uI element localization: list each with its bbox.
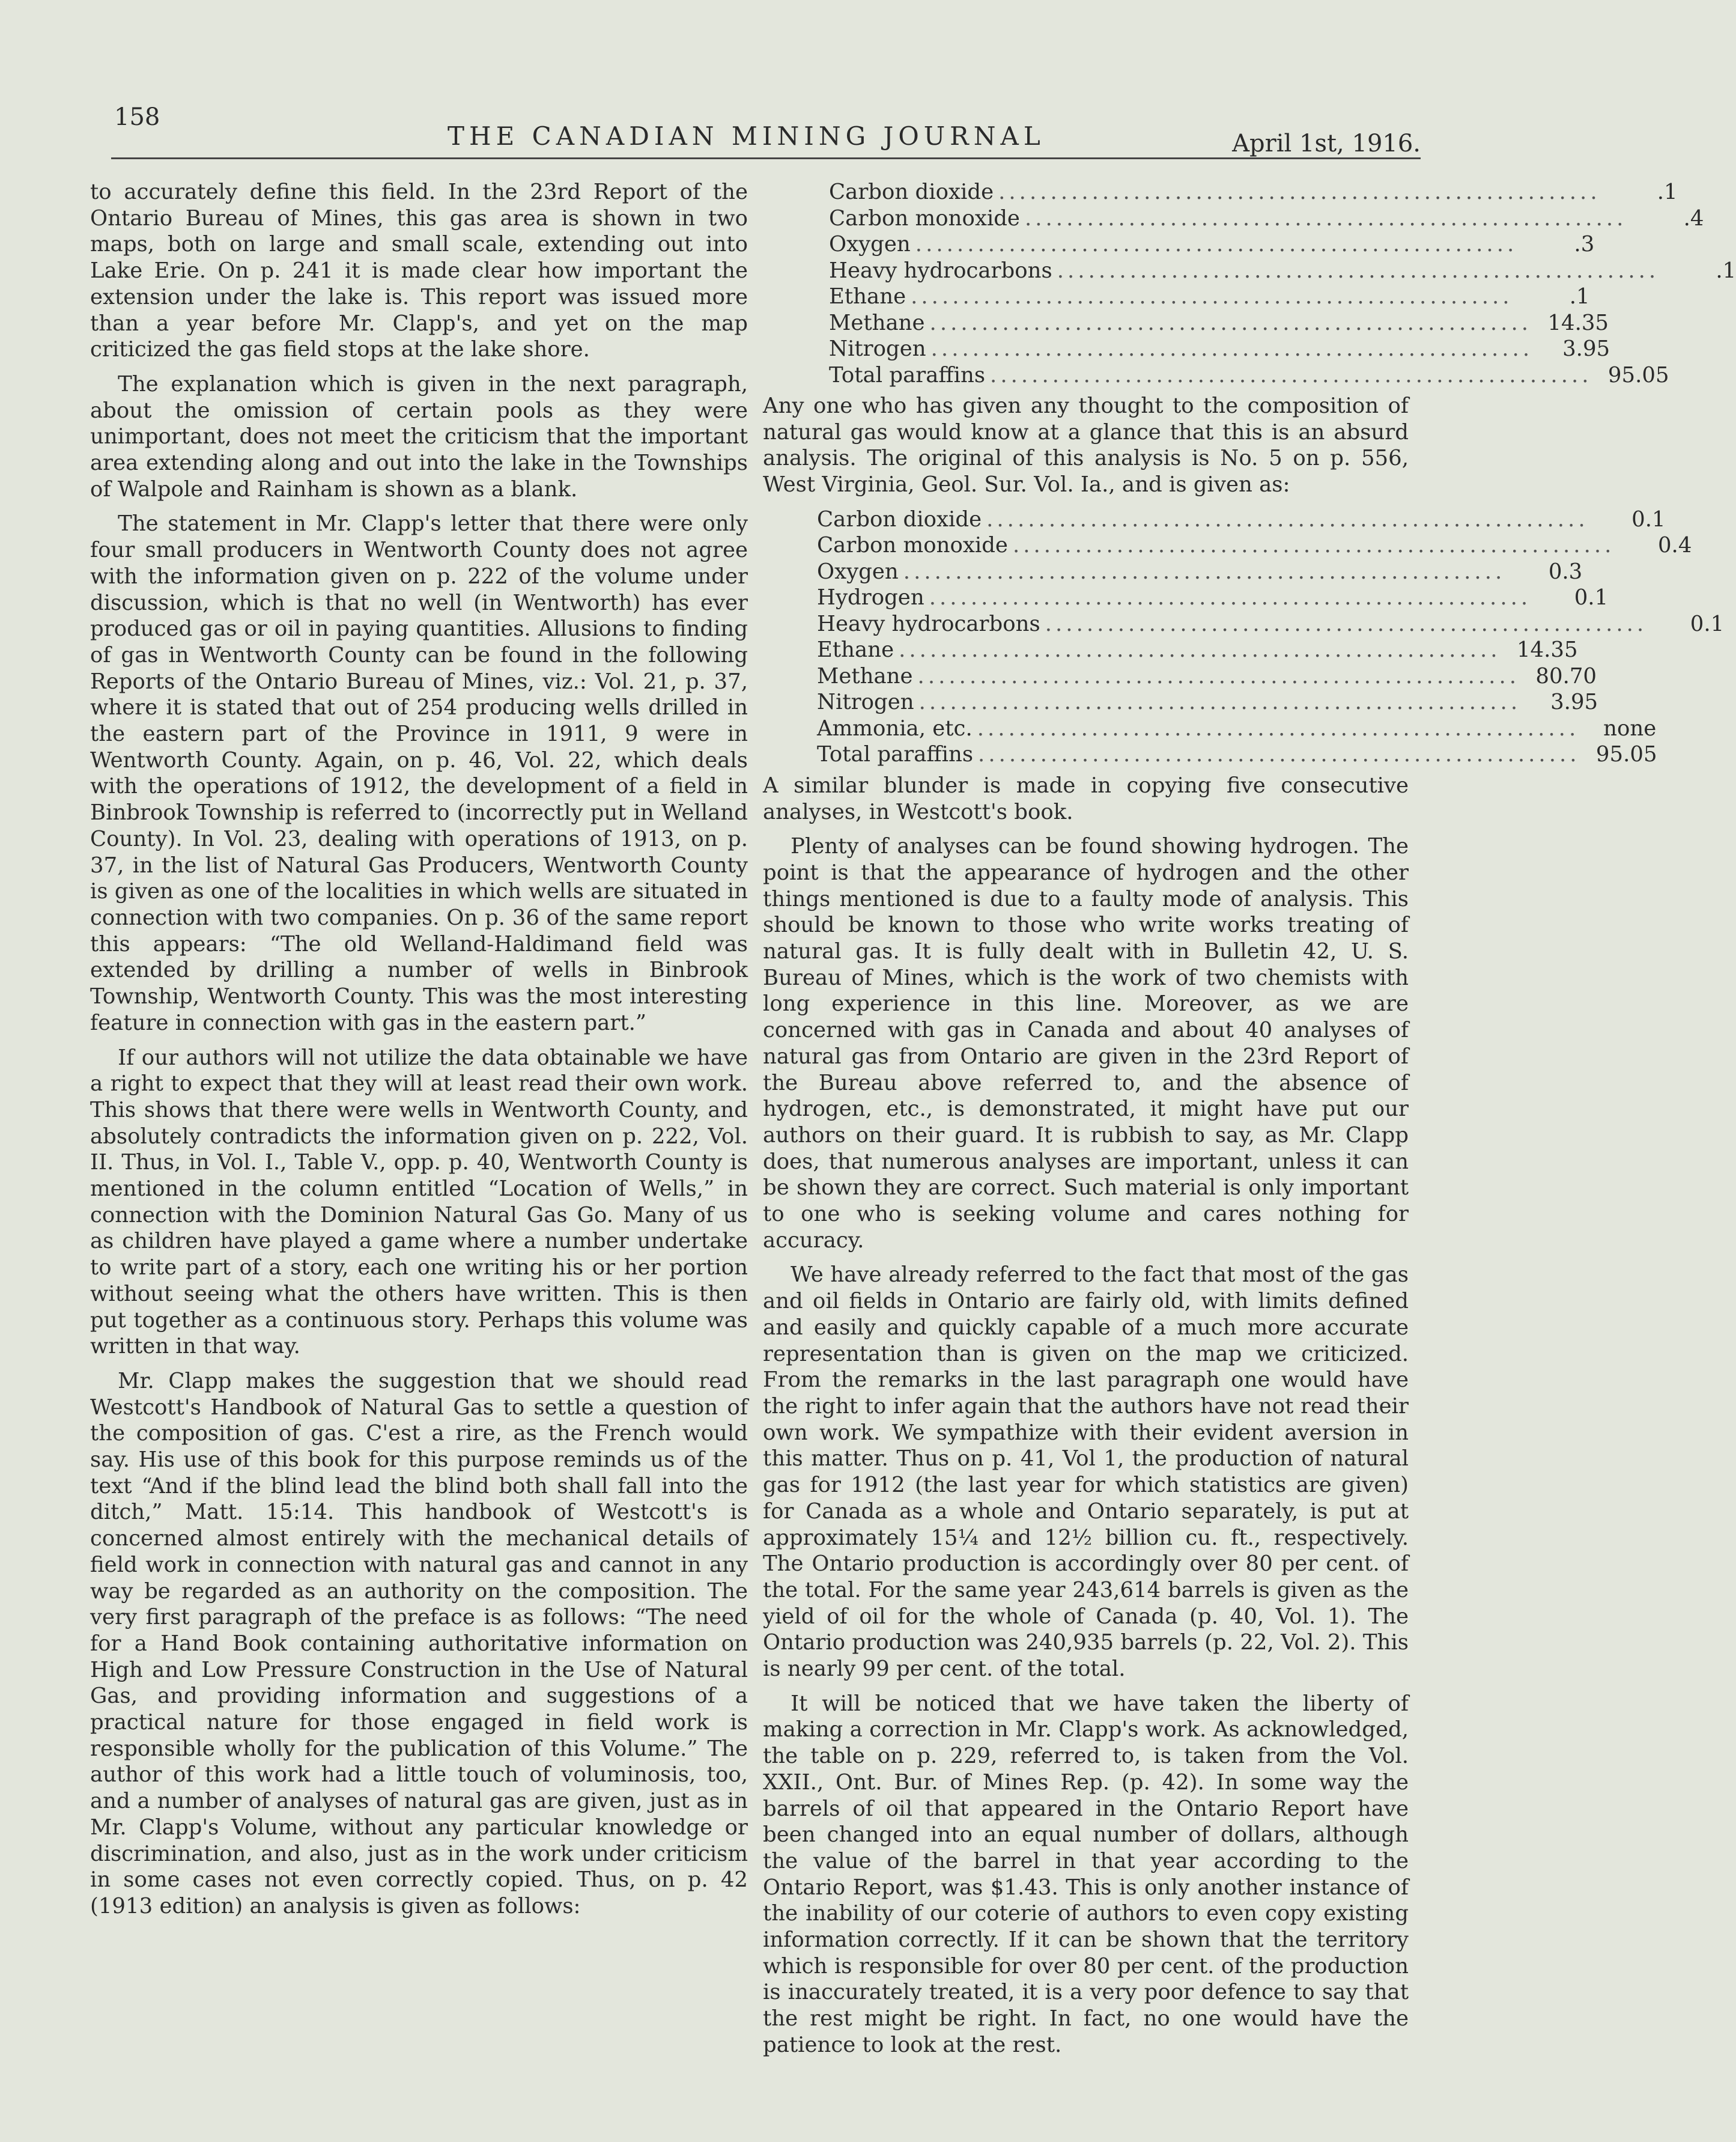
- table-row: Methane .......................................................... 80.70: [817, 663, 1597, 689]
- paragraph: Mr. Clapp makes the suggestion that we should read Westcott's Handbook of Natural Gas to settle a question of the composition of gas. C'est a rire, as the French would say. His use of this book for this purpose reminds us of the text “And if the blind lead the blind both shall fall into the ditch,” Matt. 15:14. This handbook of Westcott's is concerned almost entirely with the mechanical details of field work in connection with natural gas and cannot in any way be regarded as an authority on the composition. The very first paragraph of the preface is as follows: “The need for a Hand Book containing authoritative information on High and Low Pressure Construction in the Use of Natural Gas, and providing information and suggestions of a practical nature for those engaged in field work is responsible wholly for the publication of this Volume.” The author of this work had a little touch of voluminosis, too, and a number of analyses of natural gas are given, just as in Mr. Clapp's Volume, without any particular knowledge or discrimination, and also, just as in the work under criticism in some cases not even correctly copied. Thus, on p. 42 (1913 edition) an analysis is given as follows:: [90, 1368, 748, 1918]
- paragraph: Any one who has given any thought to the composition of natural gas would know at a glance that this is an absurd analysis. The original of this analysis is No. 5 on p. 556, West Virginia, Geol. Sur. Vol. Ia., and is given as:: [763, 394, 1409, 497]
- paragraph: The explanation which is given in the next paragraph, about the omission of certain pools as they were unimportant, does not meet the criticism that the important area extending along and out into the lake in the Townships of Walpole and Rainham is shown as a blank.: [90, 371, 748, 502]
- table-row: Methane .......................................................... 14.35: [829, 310, 1609, 335]
- table-row: Carbon dioxide .......................................................... 0.1: [817, 507, 1666, 532]
- table-row: Carbon monoxide .......................................................... 0.4: [817, 533, 1692, 558]
- table-row: Oxygen .......................................................... 0.3: [817, 559, 1583, 584]
- right-column: [763, 179, 1736, 2067]
- paragraph: If our authors will not utilize the data obtainable we have a right to expect that they will at least read their own work. This shows that there were wells in Wentworth County, and absolutely contradicts the information given on p. 222, Vol. II. Thus, in Vol. I., Table V., opp. p. 40, Wentworth County is mentioned in the column entitled “Location of Wells,” in connection with the Dominion Natural Gas Go. Many of us as children have played a game where a number undertake to write part of a story, each one writing his or her portion without seeing what the others have written. This is then put together as a continuous story. Perhaps this volume was written in that way.: [90, 1045, 748, 1359]
- table-row: Total paraffins .......................................................... 95.05: [817, 742, 1657, 767]
- table-row: Carbon dioxide .......................................................... .1: [829, 180, 1678, 204]
- analysis-table-westcott: [763, 179, 1736, 388]
- table-row: Carbon monoxide .......................................................... .4: [829, 205, 1704, 231]
- paragraph: It will be noticed that we have taken the liberty of making a correction in Mr. Clapp's work. As acknowledged, the table on p. 229, referred to, is taken from the Vol. XXII., Ont. Bur. of Mines Rep. (p. 42). In some way the barrels of oil that appeared in the Ontario Report have been changed into an equal number of dollars, although the value of the barrel in that year according to the Ontario Report, was $1.43. This is only another instance of the inability of our coterie of authors to even copy existing information correctly. If it can be shown that the territory which is responsible for over 80 per cent. of the production is inaccurately treated, it is a very poor defence to say that the rest might be right. In fact, no one would have the patience to look at the rest.: [763, 1691, 1409, 2057]
- paragraph: We have already referred to the fact that most of the gas and oil fields in Ontario are fairly old, with limits defined and easily and quickly capable of a much more accurate representation than is given on the map we criticized. From the remarks in the last paragraph one would have the right to infer again that the authors have not read their own work. We sympathize with their evident aversion in this matter. Thus on p. 41, Vol 1, the production of natural gas for 1912 (the last year for which statistics are given) for Canada as a whole and Ontario separately, is put at approximately 15¼ and 12½ billion cu. ft., respectively. The Ontario production is accordingly over 80 per cent. of the total. For the same year 243,614 barrels is given as the yield of oil for the whole of Canada (p. 40, Vol. 1). The Ontario production was 240,935 barrels (p. 22, Vol. 2). This is nearly 99 per cent. of the total.: [763, 1262, 1409, 1682]
- page-header: [111, 103, 1421, 163]
- table-row: Total paraffins .......................................................... 95.05: [829, 362, 1669, 388]
- table-row: Nitrogen .......................................................... 3.95: [829, 336, 1610, 361]
- journal-title: THE CANADIAN MINING JOURNAL: [448, 121, 1045, 151]
- paragraph: Plenty of analyses can be found showing hydrogen. The point is that the appearance of hydrogen and the other things mentioned is due to a faulty mode of analysis. This should be known to those who write works treating of natural gas. It is fully dealt with in Bulletin 42, U. S. Bureau of Mines, which is the work of two chemists with long experience in this line. Moreover, as we are concerned with gas in Canada and about 40 analyses of natural gas from Ontario are given in the 23rd Report of the Bureau above referred to, and the absence of hydrogen, etc., is demonstrated, it might have put our authors on their guard. It is rubbish to say, as Mr. Clapp does, that numerous analyses are important, unless it can be shown they are correct. Such material is only important to one who is seeking volume and cares nothing for accuracy.: [763, 834, 1409, 1253]
- table-row: Heavy hydrocarbons .......................................................... 0.1: [817, 611, 1725, 636]
- analysis-table-original: [763, 507, 1725, 768]
- paragraph: to accurately define this field. In the 23rd Report of the Ontario Bureau of Mines, this gas area is shown in two maps, both on large and small scale, extending out into Lake Erie. On p. 241 it is made clear how important the extension under the lake is. This report was issued more than a year before Mr. Clapp's, and yet on the map criticized the gas field stops at the lake shore.: [90, 180, 748, 362]
- paragraph: The statement in Mr. Clapp's letter that there were only four small producers in Wentworth County does not agree with the information given on p. 222 of the volume under discussion, which is that no well (in Wentworth) has ever produced gas or oil in paying quantities. Allusions to finding of gas in Wentworth County can be found in the following Reports of the Ontario Bureau of Mines, viz.: Vol. 21, p. 37, where it is stated that out of 254 producing wells drilled in the eastern part of the Province in 1911, 9 were in Wentworth County. Again, on p. 46, Vol. 22, which deals with the operations of 1912, the development of a field in Binbrook Township is referred to (incorrectly put in Welland County). In Vol. 23, dealing with operations of 1913, on p. 37, in the list of Natural Gas Producers, Wentworth County is given as one of the localities in which wells are situated in connection with two companies. On p. 36 of the same report this appears: “The old Welland-Haldimand field was extended by drilling a number of wells in Binbrook Township, Wentworth County. This was the most interesting feature in connection with gas in the eastern part.”: [90, 511, 748, 1035]
- table-row: Ethane .......................................................... .1: [829, 284, 1590, 309]
- left-column: [90, 179, 748, 1928]
- table-row: Ammonia, etc. .......................................................... none: [817, 716, 1657, 741]
- paragraph: A similar blunder is made in copying five consecutive analyses, in Westcott's book.: [763, 773, 1409, 824]
- page-number: 158: [114, 103, 160, 131]
- table-row: Oxygen .......................................................... .3: [829, 232, 1595, 257]
- issue-date: April 1st, 1916.: [1232, 130, 1421, 157]
- table-row: Hydrogen .......................................................... 0.1: [817, 585, 1609, 610]
- table-row: Heavy hydrocarbons .......................................................... .1: [829, 258, 1736, 283]
- header-rule: [111, 157, 1421, 159]
- table-row: Nitrogen .......................................................... 3.95: [817, 690, 1598, 715]
- table-row: Ethane .......................................................... 14.35: [817, 637, 1578, 663]
